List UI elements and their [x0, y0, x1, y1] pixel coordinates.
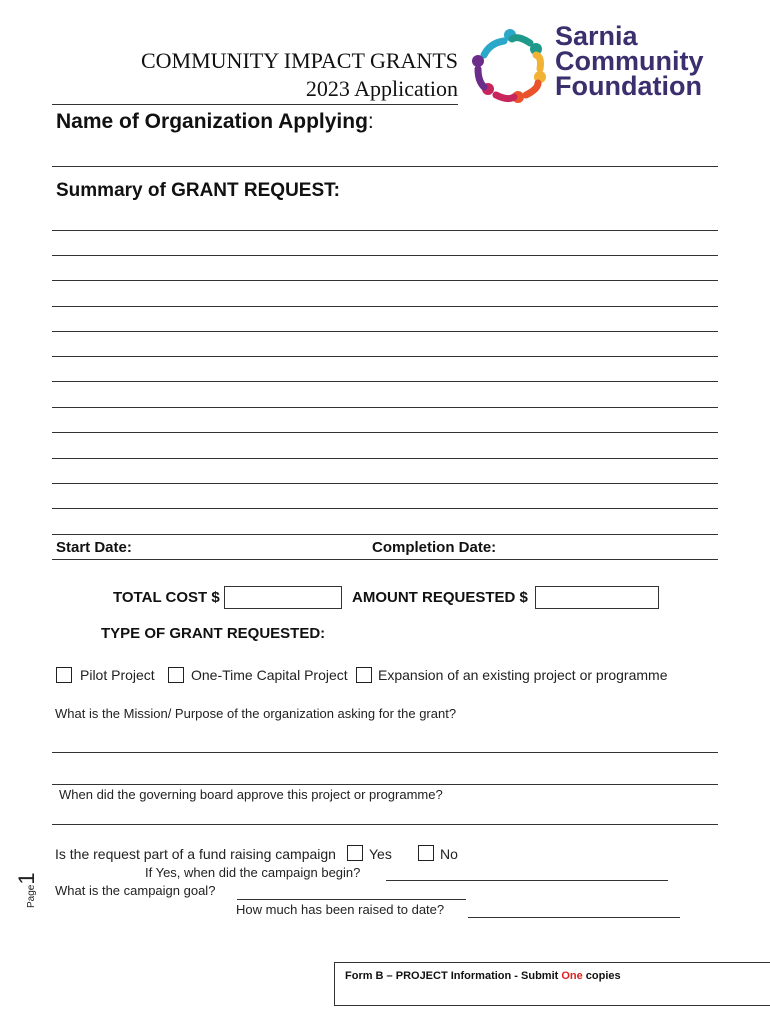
campaign-question: Is the request part of a fund raising campaign: [55, 846, 336, 862]
raised-field[interactable]: [468, 917, 680, 918]
page-number-value: 1: [14, 872, 39, 885]
board-answer-line[interactable]: [52, 824, 718, 825]
form-title: [141, 47, 458, 103]
footer-text-highlight: One: [561, 970, 583, 982]
mission-question: What is the Mission/ Purpose of the organization asking for the grant?: [55, 706, 457, 721]
raised-question: How much has been raised to date?: [236, 902, 445, 917]
summary-line[interactable]: [52, 381, 718, 382]
page-number: [14, 872, 40, 908]
amount-requested-input[interactable]: [535, 586, 659, 609]
summary-line[interactable]: [52, 230, 718, 231]
expansion-checkbox[interactable]: [356, 667, 372, 683]
summary-line[interactable]: [52, 280, 718, 281]
title-line-2: 2023 Application: [305, 76, 458, 101]
one-time-capital-checkbox[interactable]: [168, 667, 184, 683]
logo-circle-icon: [468, 22, 552, 108]
campaign-begin-field[interactable]: [386, 880, 668, 881]
completion-date-label: Completion Date:: [372, 539, 497, 556]
campaign-no-label: No: [440, 846, 458, 862]
footer-text-after: copies: [582, 970, 621, 982]
total-cost-input[interactable]: [224, 586, 342, 609]
pilot-project-label: Pilot Project: [80, 667, 155, 683]
summary-line[interactable]: [52, 458, 718, 459]
summary-line[interactable]: [52, 534, 718, 535]
start-date-label: Start Date:: [56, 539, 132, 556]
summary-line[interactable]: [52, 306, 718, 307]
summary-line[interactable]: [52, 432, 718, 433]
total-cost-label: TOTAL COST $: [113, 589, 220, 606]
footer-text-before: Form B – PROJECT Information - Submit: [345, 970, 562, 982]
org-name-label-text: Name of Organization Applying: [56, 110, 368, 133]
logo-line-2: Community: [555, 46, 704, 76]
one-time-capital-label: One-Time Capital Project: [191, 667, 348, 683]
campaign-yes-checkbox[interactable]: [347, 845, 363, 861]
dates-line[interactable]: [52, 559, 718, 560]
amount-requested-label: AMOUNT REQUESTED $: [352, 589, 528, 606]
footer-box: [334, 962, 770, 1006]
mission-answer-line[interactable]: [52, 752, 718, 753]
campaign-goal-question: What is the campaign goal?: [55, 883, 216, 898]
campaign-goal-field[interactable]: [237, 899, 466, 900]
summary-line[interactable]: [52, 356, 718, 357]
logo-line-3: Foundation: [555, 71, 702, 101]
summary-line[interactable]: [52, 483, 718, 484]
logo-text: [555, 21, 704, 101]
campaign-yes-label: Yes: [369, 846, 392, 862]
title-divider: [52, 104, 458, 105]
org-name-colon: :: [367, 110, 374, 133]
mission-answer-line[interactable]: [52, 784, 718, 785]
summary-line[interactable]: [52, 407, 718, 408]
org-name-field[interactable]: [52, 166, 718, 167]
pilot-project-checkbox[interactable]: [56, 667, 72, 683]
board-question: When did the governing board approve this project or programme?: [59, 787, 443, 802]
grant-type-label: TYPE OF GRANT REQUESTED:: [101, 625, 326, 642]
expansion-label: Expansion of an existing project or programme: [378, 667, 668, 683]
campaign-no-checkbox[interactable]: [418, 845, 434, 861]
summary-line[interactable]: [52, 508, 718, 509]
summary-label: Summary of GRANT REQUEST:: [56, 180, 340, 201]
summary-line[interactable]: [52, 331, 718, 332]
org-name-label: [56, 110, 374, 134]
campaign-begin-question: If Yes, when did the campaign begin?: [145, 865, 361, 880]
page-word: Page: [26, 884, 37, 908]
title-line-1: COMMUNITY IMPACT GRANTS: [140, 48, 458, 73]
footer-text: [345, 970, 621, 982]
summary-line[interactable]: [52, 255, 718, 256]
logo-line-1: Sarnia: [555, 21, 638, 51]
